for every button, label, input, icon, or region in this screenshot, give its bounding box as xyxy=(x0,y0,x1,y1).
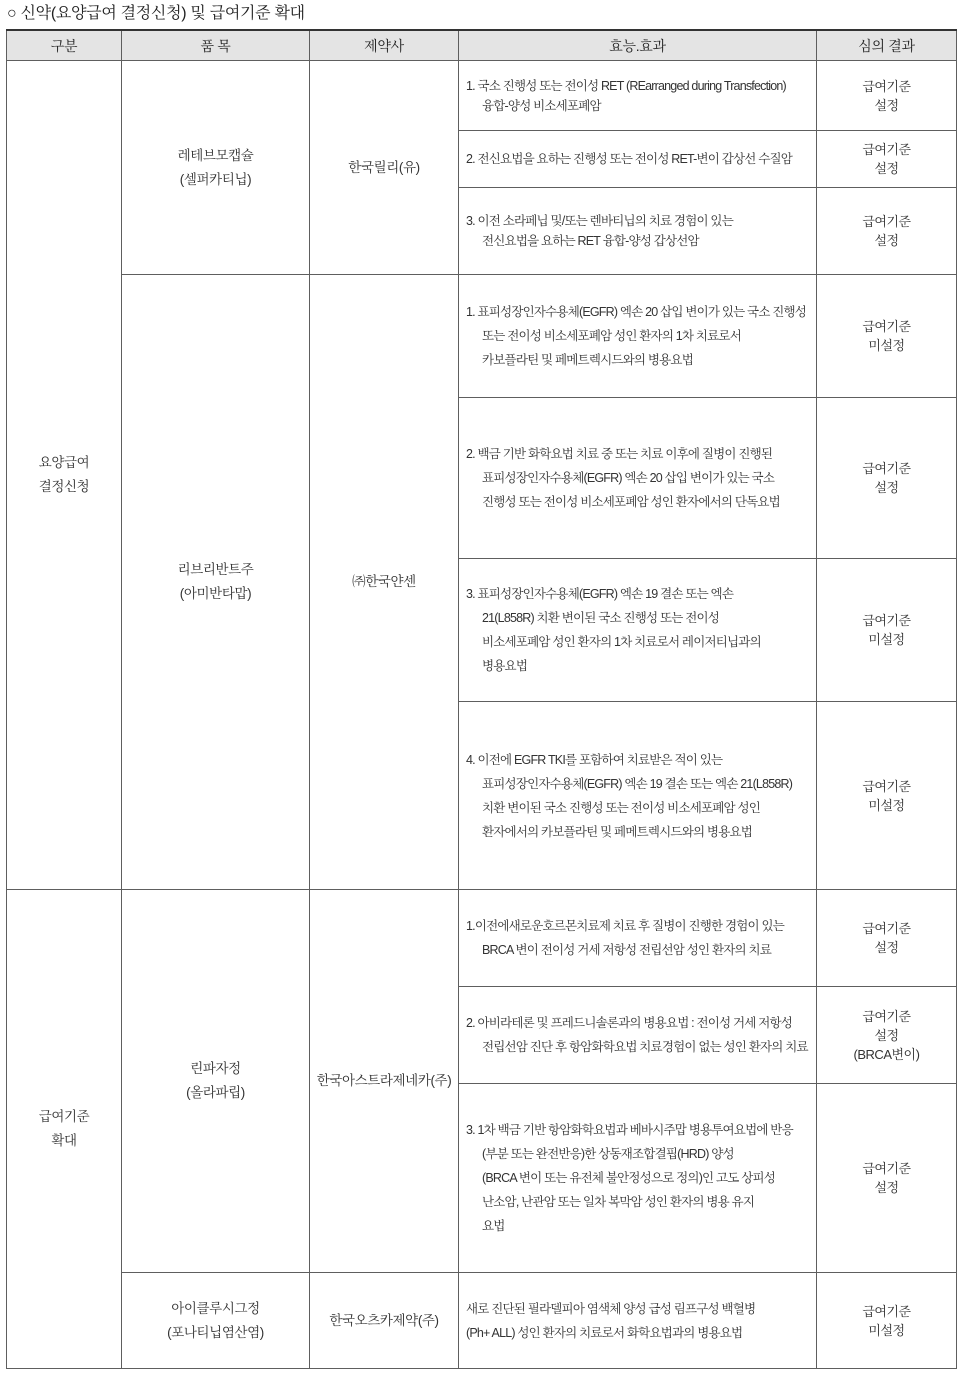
indication-cell xyxy=(459,702,817,890)
indication-cell xyxy=(459,987,817,1084)
result-cell xyxy=(817,559,957,702)
table-row xyxy=(7,275,957,398)
indication-cell xyxy=(459,890,817,987)
header-row xyxy=(7,30,957,61)
result-line: 급여기준 xyxy=(862,78,911,94)
result-cell xyxy=(817,1273,957,1369)
product-cell xyxy=(122,1273,310,1369)
result-cell xyxy=(817,398,957,559)
header-category: 구분 xyxy=(7,30,122,61)
table-row xyxy=(7,61,957,131)
result-line: 급여기준 xyxy=(862,461,911,476)
result-line: 설정 xyxy=(874,940,899,955)
result-line: 급여기준 xyxy=(862,613,911,628)
company-cell xyxy=(310,61,459,275)
result-line: 급여기준 xyxy=(862,319,911,334)
product-ingredient: (올라파립) xyxy=(186,1085,245,1100)
page-title: ○ 신약(요양급여 결정신청) 및 급여기준 확대 xyxy=(7,5,305,22)
indication-line: 2. 전신요법을 요하는 진행성 또는 전이성 RET-변이 갑상선 수질암 xyxy=(466,152,793,166)
result-line: 급여기준 xyxy=(862,778,911,794)
result-line: 미설정 xyxy=(868,632,905,647)
category-label: 결정신청 xyxy=(38,479,90,494)
result-line: 설정 xyxy=(874,1180,899,1195)
result-line: 미설정 xyxy=(868,797,905,813)
indication-line: 전립선암 진단 후 항암화학요법 치료경험이 없는 성인 환자의 치료 xyxy=(482,1040,808,1054)
indication-line: 1. 국소 진행성 또는 전이성 RET (REarranged during Transfection) xyxy=(466,78,786,93)
result-line: 급여기준 xyxy=(862,1303,911,1319)
indication-line: 2. 백금 기반 화학요법 치료 중 또는 치료 이후에 질병이 진행된 xyxy=(466,447,773,461)
product-name: 린파자정 xyxy=(190,1061,241,1076)
indication-line: 새로 진단된 필라델피아 염색체 양성 급성 림프구성 백혈병 xyxy=(466,1301,756,1316)
category-label: 요양급여 xyxy=(38,455,90,470)
product-ingredient: (포나티닙염산염) xyxy=(167,1324,264,1340)
result-line: 설정 xyxy=(874,97,899,113)
indication-line: 표피성장인자수용체(EGFR) 엑손 19 결손 또는 엑손 21(L858R) xyxy=(482,776,793,791)
result-note: (BRCA변이) xyxy=(853,1046,920,1062)
product-ingredient: (아미반타맙) xyxy=(179,586,252,601)
indication-cell xyxy=(459,1273,817,1369)
indication-cell xyxy=(459,559,817,702)
indication-cell xyxy=(459,131,817,188)
result-line: 설정 xyxy=(874,161,899,176)
indication-line: 3. 1차 백금 기반 항암화학요법과 베바시주맙 병용투여요법에 반응 xyxy=(466,1123,793,1137)
indication-line: 2. 아비라테론 및 프레드니솔론과의 병용요법 : 전이성 거세 저항성 xyxy=(466,1016,793,1030)
table-row xyxy=(7,890,957,987)
company-name: ㈜한국얀센 xyxy=(352,574,416,589)
result-cell xyxy=(817,890,957,987)
indication-line: 요법 xyxy=(482,1219,505,1233)
result-line: 설정 xyxy=(874,233,899,248)
result-line: 급여기준 xyxy=(862,214,911,229)
result-cell xyxy=(817,275,957,398)
result-cell xyxy=(817,987,957,1084)
drug-review-table xyxy=(6,29,957,1369)
company-cell xyxy=(310,1273,459,1369)
product-name: 리브리반트주 xyxy=(177,562,254,577)
indication-line: 융합-양성 비소세포폐암 xyxy=(482,98,601,113)
result-line: 미설정 xyxy=(868,338,905,353)
indication-line: 진행성 또는 전이성 비소세포폐암 성인 환자에서의 단독요법 xyxy=(482,495,780,509)
indication-line: 환자에서의 카보플라틴 및 페메트렉시드와의 병용요법 xyxy=(482,824,753,839)
result-line: 급여기준 xyxy=(862,921,911,936)
indication-line: 비소세포폐암 성인 환자의 1차 치료로서 레이저티닙과의 xyxy=(482,635,761,649)
result-cell xyxy=(817,61,957,131)
category-cell xyxy=(7,890,122,1369)
category-label: 급여기준 xyxy=(38,1109,90,1124)
product-ingredient: (셀퍼카티닙) xyxy=(179,171,252,187)
indication-line: 치환 변이된 국소 진행성 또는 전이성 비소세포폐암 성인 xyxy=(482,800,761,815)
result-line: 급여기준 xyxy=(862,1008,911,1024)
product-cell xyxy=(122,61,310,275)
result-line: 설정 xyxy=(874,480,899,495)
table-row xyxy=(7,1273,957,1369)
indication-cell xyxy=(459,188,817,275)
product-cell xyxy=(122,890,310,1273)
header-product: 품 목 xyxy=(122,30,310,61)
company-cell xyxy=(310,275,459,890)
result-cell xyxy=(817,702,957,890)
company-name: 한국아스트라제네카(주) xyxy=(316,1073,452,1088)
indication-line: BRCA 변이 전이성 거세 저항성 전립선암 성인 환자의 치료 xyxy=(482,943,771,957)
result-line: 급여기준 xyxy=(862,142,911,157)
indication-line: 또는 전이성 비소세포폐암 성인 환자의 1차 치료로서 xyxy=(482,329,741,343)
category-label: 확대 xyxy=(51,1133,77,1148)
result-line: 미설정 xyxy=(868,1322,905,1338)
indication-line: 3. 이전 소라페닙 및/또는 렌바티닙의 치료 경험이 있는 xyxy=(466,214,733,228)
indication-line: (Ph+ ALL) 성인 환자의 치료로서 화학요법과의 병용요법 xyxy=(466,1325,743,1340)
indication-cell xyxy=(459,1084,817,1273)
company-name: 한국릴리(유) xyxy=(348,159,420,175)
product-name: 아이클루시그정 xyxy=(171,1300,260,1316)
indication-line: 1.이전에새로운호르몬치료제 치료 후 질병이 진행한 경험이 있는 xyxy=(466,919,785,933)
indication-line: 1. 표피성장인자수용체(EGFR) 엑손 20 삽입 변이가 있는 국소 진행성 xyxy=(466,305,807,319)
indication-cell xyxy=(459,275,817,398)
indication-cell xyxy=(459,398,817,559)
indication-line: 4. 이전에 EGFR TKI를 포함하여 치료받은 적이 있는 xyxy=(466,752,723,767)
header-company: 제약사 xyxy=(310,30,459,61)
indication-line: 3. 표피성장인자수용체(EGFR) 엑손 19 결손 또는 엑손 xyxy=(466,587,734,601)
result-line: 설정 xyxy=(874,1027,899,1043)
indication-line: 난소암, 난관암 또는 일차 복막암 성인 환자의 병용 유지 xyxy=(482,1195,755,1209)
company-cell xyxy=(310,890,459,1273)
product-name: 레테브모캡슐 xyxy=(177,147,254,163)
company-name: 한국오츠카제약(주) xyxy=(329,1312,439,1328)
result-line: 급여기준 xyxy=(862,1161,911,1176)
result-cell xyxy=(817,188,957,275)
indication-line: (BRCA 변이 또는 유전체 불안정성으로 정의)인 고도 상피성 xyxy=(482,1171,776,1185)
category-cell xyxy=(7,61,122,890)
indication-line: 카보플라틴 및 페메트렉시드와의 병용요법 xyxy=(482,353,693,367)
product-cell xyxy=(122,275,310,890)
indication-line: 병용요법 xyxy=(482,659,528,673)
result-cell xyxy=(817,131,957,188)
result-cell xyxy=(817,1084,957,1273)
indication-cell xyxy=(459,61,817,131)
indication-line: 전신요법을 요하는 RET 융합-양성 갑상선암 xyxy=(482,234,699,248)
header-indication: 효능.효과 xyxy=(459,30,817,61)
indication-line: 21(L858R) 치환 변이된 국소 진행성 또는 전이성 xyxy=(482,611,720,625)
indication-line: 표피성장인자수용체(EGFR) 엑손 20 삽입 변이가 있는 국소 xyxy=(482,471,775,485)
indication-line: (부분 또는 완전반응)한 상동재조합결핍(HRD) 양성 xyxy=(482,1147,734,1161)
header-result: 심의 결과 xyxy=(817,30,957,61)
